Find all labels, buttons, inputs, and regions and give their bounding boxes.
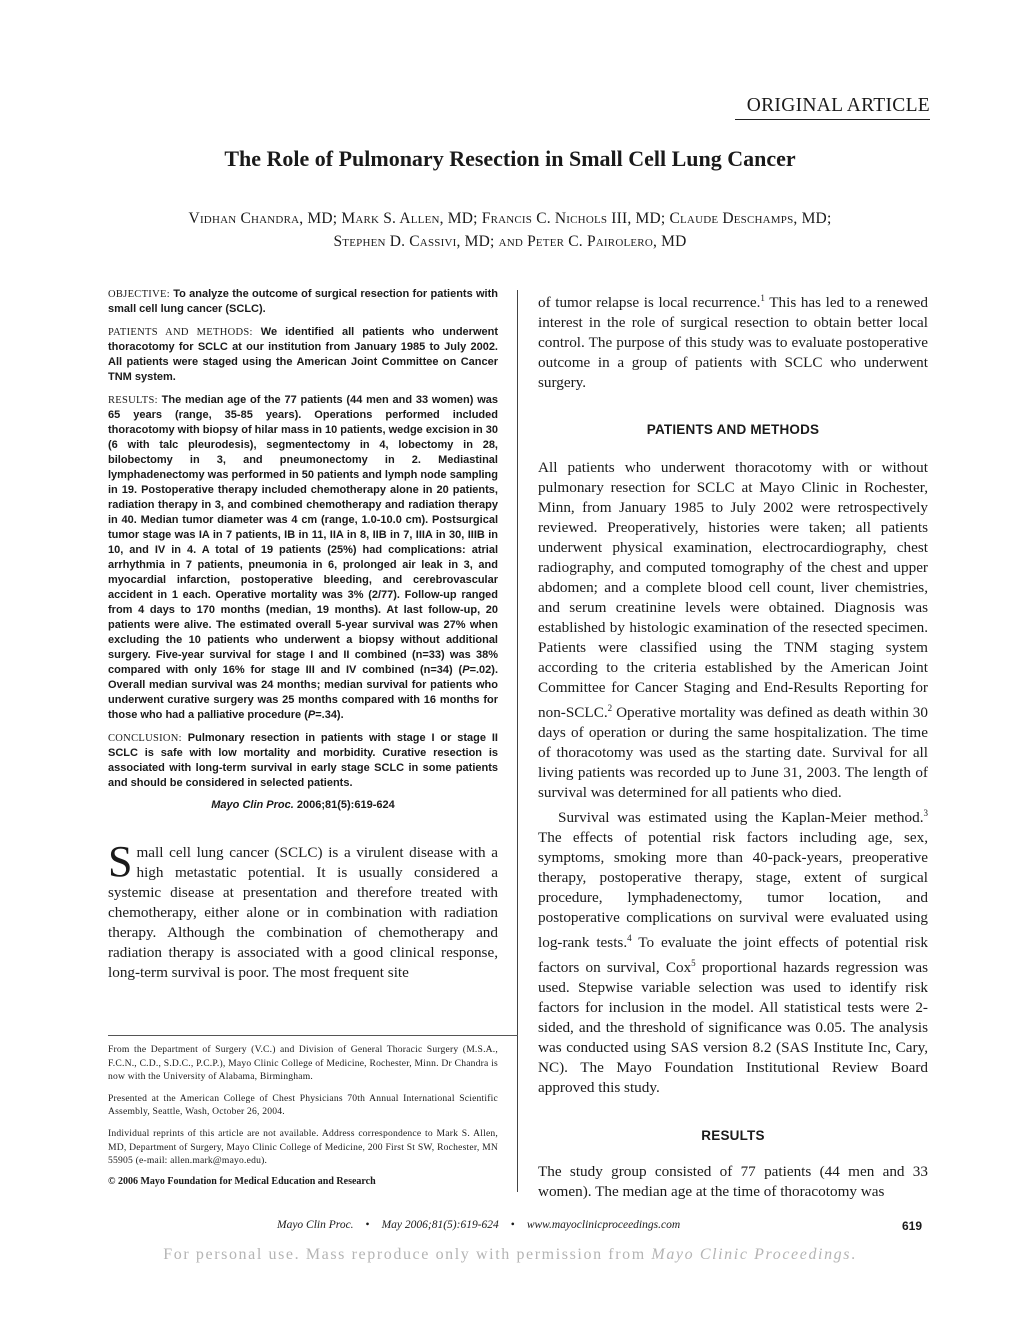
abstract-label: CONCLUSION: <box>108 733 182 744</box>
footer-journal: Mayo Clin Proc. <box>277 1219 354 1231</box>
body-text: Survival was estimated using the Kaplan-Meier method. <box>558 809 924 827</box>
watermark-text: For personal use. Mass reproduce only with permission from <box>163 1246 652 1263</box>
reference-marker: 5 <box>691 958 696 969</box>
reference-marker: 4 <box>627 933 632 944</box>
footer-website: www.mayoclinicproceedings.com <box>526 1219 681 1231</box>
abstract <box>108 287 498 811</box>
footer-issue: May 2006;81(5):619-624 <box>381 1219 499 1231</box>
footnote-affiliation: From the Department of Surgery (V.C.) and Division of General Thoracic Surgery (M.S.A., F.C.N., C.D., S.D.C., P.C.P.), Mayo Clinic College of Medicine, Rochester, Minn. Dr Chandra is now with the University of Alabama, Birmingham. <box>108 1044 498 1083</box>
abstract-text-part: =.02). Overall median survival was 24 months; median survival for patients who underwent curative surgery was 25 months compared with 16 months for those who had a palliative procedure ( <box>108 664 498 721</box>
body-text: proportional hazards regression was used. Stepwise variable selection was used to identify risk factors for inclusion in the model. All statistical tests were 2-sided, and the threshold of significance was 0.05. The analysis was conducted using SAS version 8.2 (SAS Institute Inc, Cary, NC). The Mayo Foundation Institutional Review Board approved this study. <box>538 959 928 1097</box>
reference-marker: 3 <box>923 808 928 819</box>
p-value-symbol: P <box>462 664 470 676</box>
citation-journal: Mayo Clin Proc. <box>211 799 294 811</box>
section-heading-methods: PATIENTS AND METHODS <box>646 422 820 438</box>
watermark-text: . <box>851 1246 857 1263</box>
abstract-text: Pulmonary resection in patients with stage I or stage II SCLC is safe with low mortality and morbidity. Curative resection is associated with long-term survival in early stage SCLC in some patients and should be considered in selected patients. <box>108 732 498 789</box>
body-text: To evaluate the joint effects of potential risk factors on survival, Cox <box>538 934 929 977</box>
body-text: Operative mortality was defined as death within 30 days of operation or during the same hospitalization. The time of thoracotomy was used as the starting date. Survival for all living patients was recorded up to June 31, 2003. The length of survival was determined for all patients who died. <box>538 704 928 802</box>
methods-paragraph-2 <box>538 803 928 1098</box>
intro-text: mall cell lung cancer (SCLC) is a virulent disease with a high metastatic potential. It is usually considered a systemic disease at presentation and therefore treated with chemotherapy, either alone or in combination with radiation therapy. Although the combination of chemotherapy and radiation therapy is associated with a good clinical response, long-term survival is poor. The most frequent site <box>108 844 498 981</box>
footnote-presentation: Presented at the American College of Chest Physicians 70th Annual International Scientific Assembly, Seattle, Wash, October 26, 2004. <box>108 1092 498 1118</box>
author-line-2: Stephen D. Cassivi, MD; and Peter C. Pairolero, MD <box>333 233 687 250</box>
copyright-notice: © 2006 Mayo Foundation for Medical Education and Research <box>108 1175 376 1187</box>
methods-paragraph-1 <box>538 458 928 803</box>
section-heading-results: RESULTS <box>701 1128 765 1144</box>
p-value-symbol: P <box>307 709 316 721</box>
abstract-text-part: The median age of the 77 patients (44 men and 33 women) was 65 years (range, 35-85 years). Operations performed included thoracotomy with biopsy of hilar mass in 10 patients, wedge excision in 30 (6 with talc pleurodesis), segmentectomy in 4, lobectomy in 28, bilobectomy in 3, and pneumonectomy in 2. Mediastinal lymphadenectomy was performed in 50 patients and lymph node sampling in 19. Postoperative therapy included chemotherapy alone in 20 patients, radiation therapy in 3, and combined chemotherapy and radiation therapy in 40. Median tumor diameter was 4 cm (range, 1.0-10.0 cm). Postsurgical tumor stage was IA in 7 patients, IB in 11, IIA in 8, IIB in 7, IIIA in 30, IIIB in 10, and IV in 4. A total of 19 patients (25%) had complications: atrial arrhythmia in 7 patients, pneumonia in 6, prolonged air leak in 3, and myocardial infarction, postoperative bleeding, and cerebrovascular accident in 1 each. Operative mortality was 3% (2/77). Follow-up ranged from 4 days to 170 months (median, 19 months). At last follow-up, 20 patients were alive. The estimated overall 5-year survival was 27% when excluding the 10 patients who underwent a biopsy without additional surgery. Five-year survival for stage I and II combined (n=33) was 38% compared with only 16% for stage III and IV combined (n=34) ( <box>108 394 498 676</box>
left-column <box>108 287 498 983</box>
footnote-rule <box>108 1035 518 1036</box>
abstract-citation <box>108 799 498 811</box>
author-list <box>100 207 920 253</box>
abstract-label: OBJECTIVE: <box>108 289 170 300</box>
reference-marker: 1 <box>760 293 765 303</box>
right-column <box>538 288 928 1202</box>
column-divider <box>517 290 518 1192</box>
intro-continuation <box>538 288 928 393</box>
article-type-label: ORIGINAL ARTICLE <box>735 95 930 120</box>
abstract-text: To analyze the outcome of surgical resection for patients with small cell lung cancer (SCLC). <box>108 288 498 315</box>
usage-watermark <box>0 1246 1020 1264</box>
citation-reference: 2006;81(5):619-624 <box>296 799 395 811</box>
abstract-label: RESULTS: <box>108 395 158 406</box>
footer-separator: • <box>365 1219 370 1231</box>
abstract-text <box>108 394 498 721</box>
body-text: All patients who underwent thoracotomy with or without pulmonary resection for SCLC at Mayo Clinic in Rochester, Minn, from January 1985 to July 2002 were retrospectively reviewed. Preoperatively, histories were taken; all patients underwent physical examination, electrocardiography, chest radiography, and computed tomography of the chest and upper abdomen; and a complete blood cell count, liver chemistries, and serum creatinine levels were obtained. Diagnosis was established by histologic examination of the resected specimen. Patients were classified using the TNM staging system according to the criteria established by the American Joint Committee for Cancer Staging and End-Results Reporting for non-SCLC. <box>538 459 928 722</box>
abstract-objective <box>108 287 498 317</box>
abstract-results <box>108 393 498 723</box>
author-line-1: Vidhan Chandra, MD; Mark S. Allen, MD; Francis C. Nichols III, MD; Claude Deschamps, MD; <box>188 210 832 227</box>
abstract-conclusion <box>108 731 498 791</box>
drop-cap: S <box>108 837 133 886</box>
abstract-methods <box>108 325 498 385</box>
footnotes <box>108 1043 498 1187</box>
body-text: of tumor relapse is local recurrence. <box>538 294 761 312</box>
abstract-text: We identified all patients who underwent thoracotomy for SCLC at our institution from January 1985 to July 2002. All patients were staged using the American Joint Committee on Cancer TNM system. <box>108 326 499 383</box>
page-number: 619 <box>902 1219 923 1233</box>
page-footer <box>0 1219 1020 1239</box>
watermark-journal: Mayo Clinic Proceedings <box>651 1246 852 1263</box>
footer-citation <box>277 1219 680 1231</box>
body-text: The effects of potential risk factors including age, sex, symptoms, smoking more than 40-pack-years, preoperative therapy, postoperative therapy, stage, extent of surgical procedure, lymphadenectomy, tumor location, and postoperative complications on survival were evaluated using log-rank tests. <box>538 829 928 952</box>
abstract-text-part: =.34). <box>315 709 344 721</box>
reference-marker: 2 <box>607 703 613 714</box>
intro-paragraph <box>108 837 498 983</box>
abstract-label: PATIENTS AND METHODS: <box>108 327 253 338</box>
footer-separator: • <box>510 1219 515 1231</box>
article-title: The Role of Pulmonary Resection in Small Cell Lung Cancer <box>224 146 796 171</box>
footnote-correspondence: Individual reprints of this article are not available. Address correspondence to Mark S. Allen, MD, Department of Surgery, Mayo Clinic College of Medicine, 200 First St SW, Rochester, MN 55905 (e-mail: allen.mark@mayo.edu). <box>108 1127 498 1167</box>
body-text: This has led to a renewed interest in the role of surgical resection to obtain better local control. The purpose of this study was to evaluate postoperative outcome in a group of patients with SCLC who underwent surgery. <box>538 294 928 392</box>
results-paragraph: The study group consisted of 77 patients (44 men and 33 women). The median age at the time of thoracotomy was <box>538 1163 928 1201</box>
